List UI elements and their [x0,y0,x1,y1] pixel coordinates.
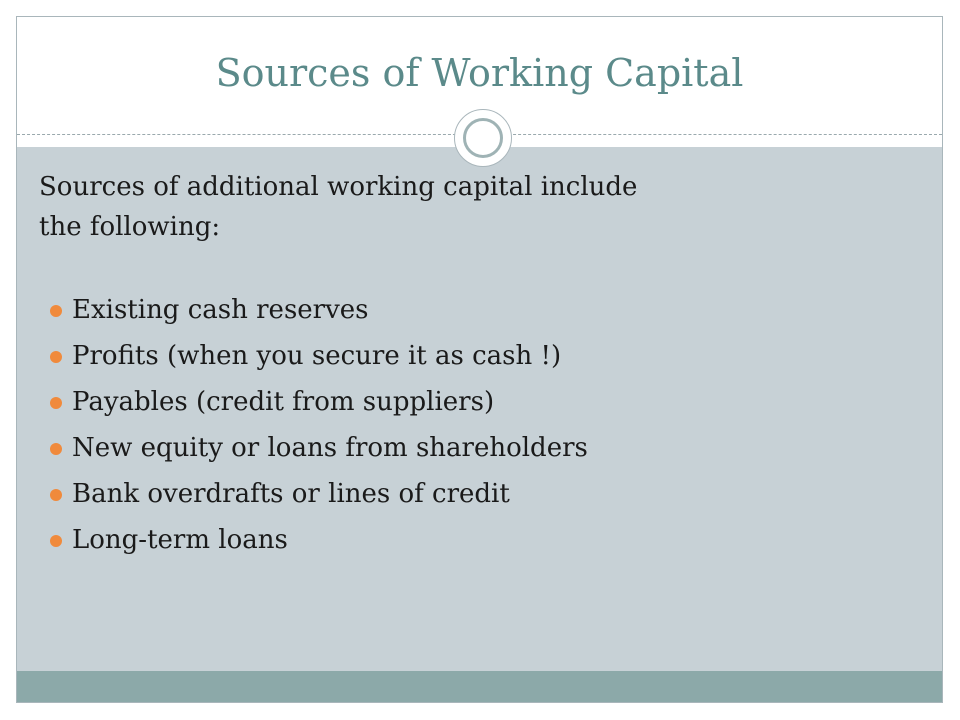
intro-text [39,167,919,247]
circle-ornament-icon [454,109,512,167]
slide-frame [16,16,943,703]
intro-line-1: Sources of additional working capital include [39,172,638,202]
bullet-dot-icon [50,305,62,317]
circle-ornament-ring [463,118,503,158]
slide-title: Sources of Working Capital [215,51,744,95]
list-item [39,479,919,525]
bullet-dot-icon [50,535,62,547]
list-item [39,341,919,387]
bullet-dot-icon [50,443,62,455]
list-item [39,387,919,433]
bullet-text: Payables (credit from suppliers) [72,387,495,417]
list-item [39,295,919,341]
bullet-text: New equity or loans from shareholders [72,433,588,463]
footer-band [17,671,942,703]
list-item [39,525,919,571]
bullet-list [39,295,919,571]
slide-content [39,167,919,571]
list-item [39,433,919,479]
bullet-dot-icon [50,351,62,363]
bullet-text: Profits (when you secure it as cash !) [72,341,562,371]
bullet-text: Bank overdrafts or lines of credit [72,479,510,509]
bullet-text: Existing cash reserves [72,295,369,325]
bullet-text: Long-term loans [72,525,288,555]
bullet-dot-icon [50,489,62,501]
intro-line-2: the following: [39,212,221,242]
bullet-dot-icon [50,397,62,409]
